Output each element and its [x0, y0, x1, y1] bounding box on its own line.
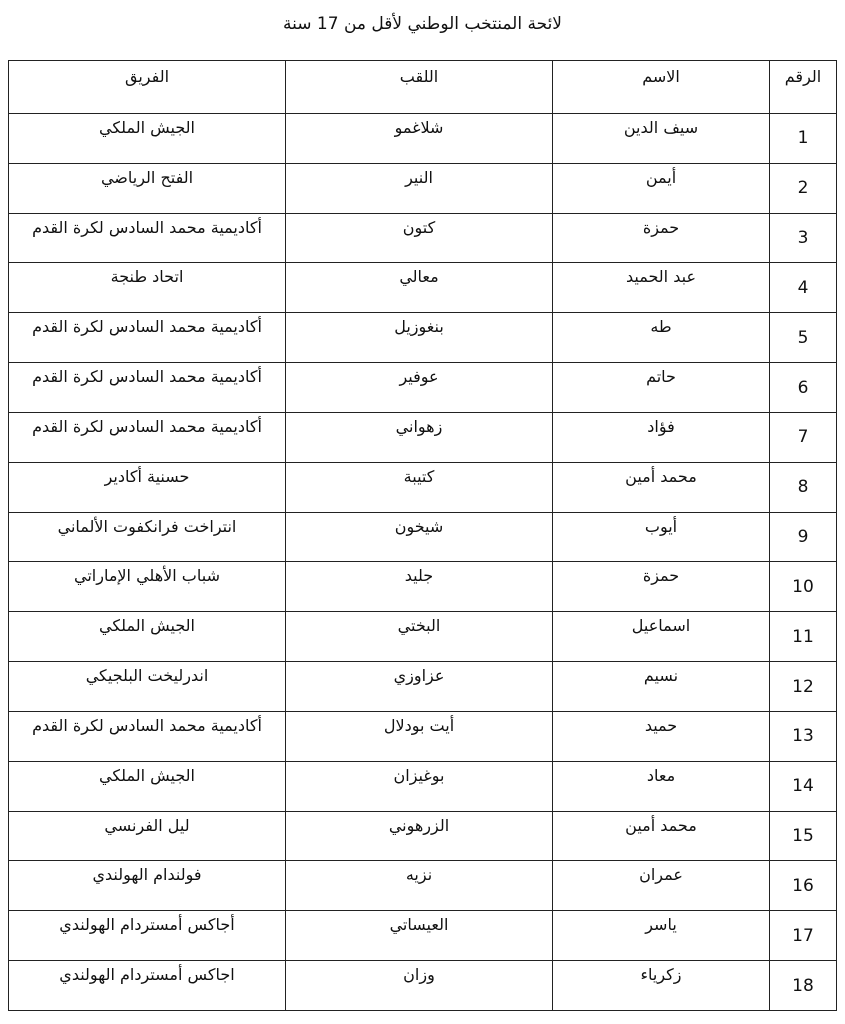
cell-team: أكاديمية محمد السادس لكرة القدم	[9, 412, 286, 462]
table-header-row	[9, 61, 837, 114]
table-row	[9, 313, 837, 363]
table-row	[9, 462, 837, 512]
table-row	[9, 263, 837, 313]
cell-team: الفتح الرياضي	[9, 163, 286, 213]
cell-nickname: العيساتي	[286, 911, 553, 961]
cell-nickname: بنغوزيل	[286, 313, 553, 363]
cell-nickname: نزيه	[286, 861, 553, 911]
cell-number: 15	[770, 811, 837, 861]
cell-number: 6	[770, 363, 837, 413]
table-row	[9, 612, 837, 662]
cell-nickname: زهواني	[286, 412, 553, 462]
cell-nickname: أيت بودلال	[286, 711, 553, 761]
cell-name: فؤاد	[553, 412, 770, 462]
cell-name: معاد	[553, 761, 770, 811]
cell-nickname: معالي	[286, 263, 553, 313]
cell-team: أكاديمية محمد السادس لكرة القدم	[9, 313, 286, 363]
cell-nickname: عوفير	[286, 363, 553, 413]
cell-name: ياسر	[553, 911, 770, 961]
cell-name: عمران	[553, 861, 770, 911]
cell-team: أجاكس أمستردام الهولندي	[9, 911, 286, 961]
cell-number: 1	[770, 114, 837, 164]
cell-number: 2	[770, 163, 837, 213]
cell-number: 14	[770, 761, 837, 811]
cell-number: 11	[770, 612, 837, 662]
table-row	[9, 711, 837, 761]
cell-number: 9	[770, 512, 837, 562]
cell-number: 12	[770, 662, 837, 712]
page-title: لائحة المنتخب الوطني لأقل من 17 سنة	[283, 14, 562, 34]
cell-nickname: بوغيزان	[286, 761, 553, 811]
cell-number: 18	[770, 961, 837, 1011]
table-row	[9, 363, 837, 413]
header-name: الاسم	[553, 61, 770, 114]
cell-name: طه	[553, 313, 770, 363]
cell-name: حاتم	[553, 363, 770, 413]
table-row	[9, 861, 837, 911]
cell-nickname: عزاوزي	[286, 662, 553, 712]
table-row	[9, 961, 837, 1011]
cell-name: حمزة	[553, 562, 770, 612]
cell-team: حسنية أكادير	[9, 462, 286, 512]
cell-number: 4	[770, 263, 837, 313]
cell-nickname: النير	[286, 163, 553, 213]
players-table	[8, 60, 837, 1011]
cell-name: أيمن	[553, 163, 770, 213]
cell-team: اجاكس أمستردام الهولندي	[9, 961, 286, 1011]
table-row	[9, 761, 837, 811]
cell-nickname: جليد	[286, 562, 553, 612]
cell-team: اندرليخت البلجيكي	[9, 662, 286, 712]
cell-nickname: الزرهوني	[286, 811, 553, 861]
cell-team: انتراخت فرانكفوت الألماني	[9, 512, 286, 562]
cell-team: أكاديمية محمد السادس لكرة القدم	[9, 711, 286, 761]
table-row	[9, 213, 837, 263]
cell-name: سيف الدين	[553, 114, 770, 164]
cell-nickname: وزان	[286, 961, 553, 1011]
cell-nickname: شيخون	[286, 512, 553, 562]
cell-team: ليل الفرنسي	[9, 811, 286, 861]
cell-team: أكاديمية محمد السادس لكرة القدم	[9, 213, 286, 263]
cell-team: شباب الأهلي الإماراتي	[9, 562, 286, 612]
cell-nickname: كتون	[286, 213, 553, 263]
cell-name: حميد	[553, 711, 770, 761]
cell-team: الجيش الملكي	[9, 114, 286, 164]
cell-nickname: البختي	[286, 612, 553, 662]
cell-name: نسيم	[553, 662, 770, 712]
table-row	[9, 412, 837, 462]
cell-number: 13	[770, 711, 837, 761]
cell-number: 5	[770, 313, 837, 363]
table-row	[9, 114, 837, 164]
table-row	[9, 163, 837, 213]
header-team: الفريق	[9, 61, 286, 114]
cell-name: أيوب	[553, 512, 770, 562]
cell-name: زكرياء	[553, 961, 770, 1011]
header-nickname: اللقب	[286, 61, 553, 114]
table-row	[9, 911, 837, 961]
cell-nickname: كتيبة	[286, 462, 553, 512]
table-row	[9, 811, 837, 861]
table-row	[9, 662, 837, 712]
cell-name: اسماعيل	[553, 612, 770, 662]
cell-team: الجيش الملكي	[9, 761, 286, 811]
cell-number: 10	[770, 562, 837, 612]
cell-team: اتحاد طنجة	[9, 263, 286, 313]
table-body	[9, 114, 837, 1011]
cell-nickname: شلاغمو	[286, 114, 553, 164]
cell-team: فولندام الهولندي	[9, 861, 286, 911]
cell-team: الجيش الملكي	[9, 612, 286, 662]
table-row	[9, 512, 837, 562]
header-number: الرقم	[770, 61, 837, 114]
cell-number: 16	[770, 861, 837, 911]
cell-name: عبد الحميد	[553, 263, 770, 313]
cell-number: 17	[770, 911, 837, 961]
cell-team: أكاديمية محمد السادس لكرة القدم	[9, 363, 286, 413]
cell-name: محمد أمين	[553, 462, 770, 512]
table-row	[9, 562, 837, 612]
cell-number: 7	[770, 412, 837, 462]
cell-number: 8	[770, 462, 837, 512]
cell-name: حمزة	[553, 213, 770, 263]
cell-name: محمد أمين	[553, 811, 770, 861]
cell-number: 3	[770, 213, 837, 263]
